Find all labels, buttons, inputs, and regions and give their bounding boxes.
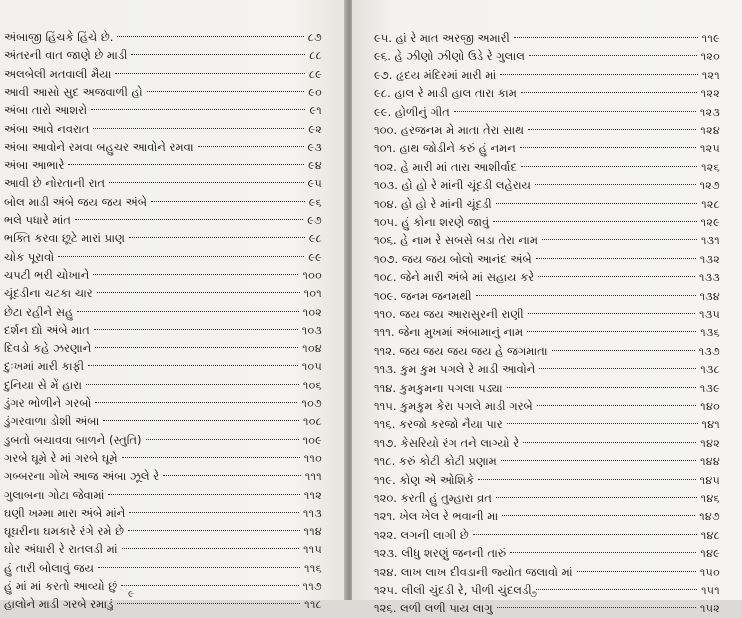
toc-entry-page-number: ૧૨૯ <box>700 216 720 229</box>
toc-entry-page-number: ૯૧ <box>309 104 322 118</box>
dot-leader <box>521 92 697 93</box>
dot-leader <box>496 203 698 204</box>
dot-leader <box>577 571 696 572</box>
dot-leader <box>493 221 697 222</box>
toc-entry <box>374 139 720 158</box>
dot-leader <box>68 164 304 165</box>
dot-leader <box>98 567 300 568</box>
dot-leader <box>528 129 696 130</box>
left-page-folio: ૯ <box>128 589 134 600</box>
toc-entry <box>374 415 720 434</box>
dot-leader <box>94 329 298 330</box>
toc-entry <box>4 449 322 468</box>
toc-entry-title: ડુંગર ભોળીને ગરબો <box>4 396 92 410</box>
toc-entry-title: ૧૦૧. હાથ જોડીને કરું હું નમન <box>374 141 516 156</box>
toc-entry <box>4 303 322 322</box>
toc-entry-page-number: ૯૭ <box>307 214 322 227</box>
toc-entry-page-number: ૧૪૭ <box>699 510 720 524</box>
toc-entry-title: અંબા આવે નવરાત <box>4 121 90 136</box>
dot-leader <box>502 515 695 516</box>
toc-entry <box>374 84 720 103</box>
toc-entry-page-number: ૧૩૭ <box>698 344 720 358</box>
toc-entry <box>374 305 720 324</box>
dot-leader <box>95 402 297 403</box>
toc-entry-title: ડુબતો બચાવવા બાળને (સ્તુતિ) <box>4 432 142 447</box>
dot-leader <box>93 128 304 129</box>
dot-leader <box>473 534 697 535</box>
toc-entry-page-number: ૧૪૮ <box>700 528 720 542</box>
toc-entry <box>374 268 720 287</box>
toc-entry-page-number: ૧૧૭ <box>302 580 322 593</box>
toc-entry-title: ગુલાબના ગોટા જેવામાં <box>4 487 105 502</box>
toc-entry-title: ૯૯. હોળીનું ગીત <box>374 104 450 119</box>
toc-entry <box>4 321 322 340</box>
toc-entry <box>4 193 322 212</box>
toc-entry <box>4 467 322 486</box>
toc-entry-title: ભલે પધારે માંત <box>4 213 71 227</box>
toc-entry-page-number: ૧૨૧ <box>701 68 720 82</box>
dot-leader <box>535 184 696 185</box>
toc-entry-title: ગબ્બરના ગોખે આજ અંબા ઝૂલે રે <box>4 469 160 484</box>
dot-leader <box>163 475 301 476</box>
toc-entry-page-number: ૧૪૫ <box>699 473 720 487</box>
dot-leader <box>507 423 698 424</box>
dot-leader <box>537 405 696 406</box>
toc-entry <box>4 101 322 120</box>
toc-entry-title: ૧૨૪. લાખ લાખ દીવડાની જ્યોત જલાવો માં <box>374 564 573 579</box>
dot-leader <box>146 439 299 440</box>
dot-leader <box>75 219 303 220</box>
toc-entry <box>374 158 720 177</box>
toc-entry-title: દુઃખમાં મારી કાફી <box>4 359 85 374</box>
toc-entry-page-number: ૧૫૦ <box>699 565 720 579</box>
toc-entry-title: ૧૧૫. કુમકુમ કેરા પગલે માડી ગરબે <box>374 399 533 413</box>
toc-entry <box>4 357 322 376</box>
dot-leader <box>121 585 299 586</box>
toc-entry-title: ૧૦૭. જય જય બોલો આનંદ અંબે <box>374 251 532 266</box>
toc-entry-title: ઘોર અંધારી રે રાતલડી માં <box>4 542 118 557</box>
toc-entry-page-number: ૧૪૨ <box>700 436 720 450</box>
toc-entry <box>4 83 322 102</box>
toc-entry-page-number: ૧૪૧ <box>701 418 720 432</box>
toc-entry-page-number: ૧૦૯ <box>302 433 322 447</box>
dot-leader <box>552 350 695 351</box>
toc-entry <box>4 156 322 175</box>
toc-entry <box>374 526 720 545</box>
toc-entry <box>374 47 720 66</box>
dot-leader <box>529 55 697 56</box>
toc-entry-page-number: ૧૩૩ <box>699 271 720 285</box>
toc-entry-title: ૧૧૧. જેના મુખમાં અંબામાનું નામ <box>374 325 524 340</box>
dot-leader <box>198 146 304 147</box>
toc-entry-title: ૧૨૨. લગની લાગી છે <box>374 527 469 542</box>
toc-entry-page-number: ૧૦૩ <box>301 323 322 337</box>
toc-entry <box>4 376 322 395</box>
toc-entry <box>4 559 322 578</box>
toc-entry <box>374 66 720 85</box>
toc-entry-title: ૯૭. હૃદય મંદિરમાં મારી માં <box>374 67 497 82</box>
toc-entry <box>374 287 720 306</box>
toc-entry-page-number: ૧૦૪ <box>302 342 322 356</box>
dot-leader <box>501 460 696 461</box>
toc-entry <box>374 29 720 48</box>
toc-entry-page-number: ૧૩૧ <box>700 234 720 248</box>
toc-entry-title: ઘણી ખમ્મા મારા અંબે માંને <box>4 505 126 520</box>
dot-leader <box>539 368 696 369</box>
dot-leader <box>536 258 696 259</box>
toc-entry-title: ૧૧૯. કોણ એ ઓશિકે <box>374 472 475 487</box>
toc-entry-page-number: ૯૯ <box>308 250 322 264</box>
toc-entry <box>374 452 720 471</box>
toc-entry-title: ૧૦૨. હે મારી માં તારા આશીર્વાદ <box>374 159 517 174</box>
toc-entry-page-number: ૧૧૫ <box>303 543 322 557</box>
dot-leader <box>147 91 305 92</box>
toc-entry-title: ૧૧૭. કેસરિયો રંગ તને લાગ્યો રે <box>374 435 520 450</box>
dot-leader <box>108 494 299 495</box>
toc-entry <box>4 211 322 230</box>
toc-entry-page-number: ૯૬ <box>308 195 322 209</box>
dot-leader <box>521 166 697 167</box>
toc-entry-title: હું માં માં કરતો આવ્યો છું <box>4 579 118 593</box>
toc-entry <box>4 486 322 505</box>
toc-entry-title: અંબા આવોને રમવા બહુચર આવોને રમવા <box>4 139 194 154</box>
dot-leader <box>131 54 305 55</box>
toc-entry-title: ગરબે ઘૂમે રે માં ગરબે ઘૂમે <box>4 450 118 465</box>
toc-entry <box>4 577 322 596</box>
toc-entry-title: ૧૧૮. કરું કોટી કોટી પ્રણામ <box>374 454 497 469</box>
toc-entry-page-number: ૧૪૪ <box>700 455 720 469</box>
toc-entry <box>4 284 322 303</box>
toc-entry-page-number: ૧૦૧ <box>303 287 322 301</box>
dot-leader <box>510 552 696 553</box>
toc-entry-title: ચપટી ભરી ચોખાને <box>4 267 90 282</box>
toc-entry-page-number: ૧૧૧ <box>304 470 322 484</box>
toc-entry-title: આવી છે નોરતાની રાત <box>4 176 106 191</box>
dot-leader <box>93 274 298 275</box>
toc-entry-title: ૧૧૦. જય જય આરાસુરની રાણી <box>374 307 524 321</box>
toc-entry-page-number: ૧૦૮ <box>303 415 322 429</box>
dot-leader <box>520 147 696 148</box>
toc-entry <box>4 266 322 285</box>
toc-entry <box>4 138 322 157</box>
dot-leader <box>95 347 298 348</box>
dot-leader <box>91 109 305 110</box>
toc-entry-title: ૧૨૧. ખેલ ખેલ રે ભવાની મા <box>374 509 499 524</box>
toc-entry-title: ૧૦૯. જનમ જનમથી <box>374 288 472 303</box>
dot-leader <box>86 384 299 385</box>
toc-entry <box>4 46 322 65</box>
toc-entry-page-number: ૧૪૦ <box>700 400 720 413</box>
toc-entry-title: ૯૬. હે ઝીણો ઝીણો ઉડે રે ગુલાલ <box>374 49 525 64</box>
toc-entry-page-number: ૯૪ <box>308 159 322 173</box>
toc-entry-page-number: ૧૫૧ <box>701 584 720 597</box>
dot-leader <box>117 36 303 37</box>
toc-entry <box>4 504 322 523</box>
toc-entry-title: ૧૨૬. લળી લળી પાય લાગુ <box>374 601 493 616</box>
toc-entry-page-number: ૧૨૨ <box>700 87 720 101</box>
toc-entry-title: ૧૧૬. કરજો કરજો નૈયા પાર <box>374 417 503 432</box>
dot-leader <box>514 37 698 38</box>
toc-entry-title: દર્શન દ્યો અંબે માત <box>4 322 90 337</box>
toc-entry-page-number: ૧૪૬ <box>700 492 720 505</box>
toc-entry-title: ૧૨૦. કરતી હું તુમ્હારા વ્રત <box>374 491 492 505</box>
toc-entry-page-number: ૧૩૬ <box>700 326 720 340</box>
toc-entry-title: ૯૮. હાલ રે માડી હાલ તારા કામ <box>374 86 517 101</box>
dot-leader <box>58 256 304 257</box>
toc-entry-title: ચૂંદડીના ચટકા ચાર <box>4 286 93 301</box>
toc-entry <box>4 522 322 541</box>
dot-leader <box>128 530 299 531</box>
dot-leader <box>500 74 698 75</box>
toc-entry-page-number: ૮૭ <box>307 31 322 44</box>
dot-leader <box>496 497 697 498</box>
toc-entry-title: અંબાજી હિંચકે હિંચે છે. <box>4 30 114 44</box>
toc-entry-title: ૯૫. હાં રે માત અરજી અમારી <box>374 31 510 45</box>
toc-entry <box>4 394 322 413</box>
dot-leader <box>476 295 696 296</box>
dot-leader <box>77 311 298 312</box>
toc-entry-page-number: ૧૨૬ <box>701 160 720 174</box>
dot-leader <box>536 589 697 590</box>
toc-entry-title: ૧૦૬. હે નામ રે સબસે બડા તેરા નામ <box>374 233 538 248</box>
toc-entry-page-number: ૧૨૦ <box>700 50 720 64</box>
toc-entry <box>4 248 322 267</box>
toc-entry-title: હાલોને માડી ગરબે રમાડું <box>4 597 114 612</box>
toc-entry <box>374 581 720 600</box>
toc-entry-page-number: ૮૮ <box>309 49 322 63</box>
toc-entry <box>374 250 720 269</box>
toc-entry-page-number: ૧૦૦ <box>302 268 322 282</box>
toc-entry-title: અંબા તારો આશરો <box>4 103 88 118</box>
toc-entry <box>374 379 720 398</box>
dot-leader <box>129 237 305 238</box>
toc-entry-title: અંતરની વાત જાણે છે માડી <box>4 48 128 63</box>
dot-leader <box>129 512 299 513</box>
toc-entry <box>374 507 720 526</box>
toc-entry-title: ભક્તિ કરવા છૂટે મારાં પ્રાણ <box>4 231 125 246</box>
dot-leader <box>507 387 696 388</box>
right-page <box>352 0 742 616</box>
toc-entry <box>374 360 720 379</box>
dot-leader <box>122 457 300 458</box>
toc-entry <box>374 471 720 490</box>
toc-entry <box>4 595 322 614</box>
toc-entry-page-number: ૧૨૫ <box>700 142 720 156</box>
dot-leader <box>97 292 300 293</box>
toc-entry-page-number: ૯૮ <box>308 232 322 246</box>
toc-entry-title: છેટા રહીને સહુ <box>4 304 74 319</box>
toc-entry-page-number: ૧૨૪ <box>700 124 720 137</box>
toc-entry <box>4 431 322 450</box>
toc-entry-title: ૧૧૩. કુમ કુમ પગલે રે માડી આવોને <box>374 362 536 377</box>
toc-entry <box>374 563 720 582</box>
toc-entry-title: ઘૂઘરીના ઘમકારે રંગે રમે છે <box>4 524 125 539</box>
toc-entry-page-number: ૧૦૨ <box>302 305 322 319</box>
toc-entry <box>374 323 720 342</box>
toc-entry-page-number: ૮૯ <box>308 67 322 81</box>
toc-entry <box>374 231 720 250</box>
toc-entry <box>4 65 322 84</box>
toc-entry-title: દિવડો કહે ઝરણાને <box>4 341 92 356</box>
toc-entry <box>374 397 720 416</box>
toc-entry <box>374 176 720 195</box>
toc-entry <box>374 103 720 122</box>
toc-entry-page-number: ૧૧૨ <box>303 488 322 502</box>
dot-leader <box>528 313 696 314</box>
toc-entry-page-number: ૧૨૮ <box>701 197 720 211</box>
toc-entry-title: અંબા આભારે <box>4 158 65 173</box>
dot-leader <box>88 365 298 366</box>
toc-entry-page-number: ૧૧૬ <box>304 561 322 575</box>
toc-entry-page-number: ૧૩૨ <box>699 252 720 266</box>
toc-entry-title: ૧૦૮. જેને મારી અંબે માં સહાય કરે <box>374 270 535 285</box>
dot-leader <box>109 182 304 183</box>
dot-leader <box>454 111 696 112</box>
right-page-folio: ૭ <box>530 589 537 600</box>
toc-entry-title: ૧૦૩. હો હો રે માંની ચૂંદડી લહેરાય <box>374 178 531 193</box>
toc-entry <box>374 434 720 453</box>
toc-entry-page-number: ૧૧૯ <box>701 32 720 45</box>
toc-entry-page-number: ૯૨ <box>308 122 322 136</box>
toc-entry-page-number: ૧૧૩ <box>302 506 322 520</box>
toc-entry-title: દુનિયા સે મેં હારા <box>4 377 82 392</box>
dot-leader <box>151 201 305 202</box>
toc-entry <box>374 213 720 232</box>
toc-entry-title: આવી આસો સુદ અજવાળી હો <box>4 84 143 99</box>
toc-entry <box>374 121 720 140</box>
toc-entry-title: અલબેલી મતવાલી મૈયા <box>4 66 112 81</box>
toc-entry-page-number: ૧૦૫ <box>301 360 322 374</box>
toc-entry-title: ૧૦૪. હો હો રે માંની ચૂંદડી <box>374 196 492 211</box>
toc-entry-page-number: ૧૫૨ <box>700 602 720 616</box>
toc-entry-page-number: ૧૧૮ <box>304 598 322 612</box>
toc-entry-title: ૧૦૦. હરજનમ મે માતા તેરા સાથ <box>374 123 524 137</box>
toc-entry-title: ૧૨૩. લીધુ શરણું જનની તારું <box>374 546 507 561</box>
toc-entry <box>374 489 720 508</box>
toc-entry-page-number: ૯૦ <box>308 85 322 99</box>
toc-entry-title: ૧૦૫. હું કોના શરણે જાવું <box>374 215 490 229</box>
dot-leader <box>478 479 696 480</box>
toc-entry-page-number: ૧૩૫ <box>699 308 720 321</box>
toc-entry-page-number: ૯૫ <box>307 177 322 191</box>
left-page <box>0 0 346 612</box>
dot-leader <box>122 548 299 549</box>
toc-entry-title: ૧૧૪. કુમકુમના પગલા પડ્યા <box>374 380 503 395</box>
dot-leader <box>527 331 696 332</box>
dot-leader <box>523 442 696 443</box>
toc-entry <box>4 339 322 358</box>
toc-entry-page-number: ૧૩૪ <box>699 289 720 303</box>
toc-entry <box>4 412 322 431</box>
dot-leader <box>115 73 304 74</box>
toc-entry-page-number: ૯૩ <box>307 140 322 154</box>
toc-entry-page-number: ૧૦૭ <box>301 397 322 410</box>
toc-entry-page-number: ૧૩૮ <box>700 363 720 377</box>
toc-entry-page-number: ૧૩૯ <box>699 381 720 395</box>
toc-entry-page-number: ૧૧૦ <box>303 451 322 465</box>
dot-leader <box>117 603 300 604</box>
toc-entry <box>4 540 322 559</box>
toc-entry-title: બોલ માડી અંબે જય જય અંબે <box>4 194 147 209</box>
toc-entry <box>4 120 322 139</box>
toc-entry-title: ચોક પૂરાવો <box>4 249 55 264</box>
toc-entry <box>374 342 720 361</box>
toc-entry-title: હું તારી બોલાવું જય <box>4 560 94 575</box>
toc-entry-page-number: ૧૨૩ <box>699 105 720 119</box>
toc-entry <box>374 544 720 563</box>
toc-entry-page-number: ૧૨૭ <box>699 179 720 193</box>
toc-entry-title: ૧૨૫. લીલી ચુંદડી રે, પીળી ચુંદલડી <box>374 583 532 597</box>
toc-entry-page-number: ૧૦૬ <box>302 378 322 392</box>
toc-entry <box>4 229 322 248</box>
toc-entry <box>374 599 720 618</box>
toc-entry-page-number: ૧૪૯ <box>700 547 720 561</box>
dot-leader <box>103 420 299 421</box>
toc-entry-title: ડુંગરવાળા ડોશી અંબા <box>4 414 100 429</box>
dot-leader <box>542 239 697 240</box>
toc-entry <box>374 195 720 214</box>
dot-leader <box>497 607 696 608</box>
toc-entry <box>4 174 322 193</box>
toc-entry-page-number: ૧૧૪ <box>303 525 322 539</box>
toc-entry-title: ૧૧૨. જય જય જય જય હે જગમાતા <box>374 343 548 358</box>
toc-entry <box>4 28 322 47</box>
dot-leader <box>538 276 695 277</box>
